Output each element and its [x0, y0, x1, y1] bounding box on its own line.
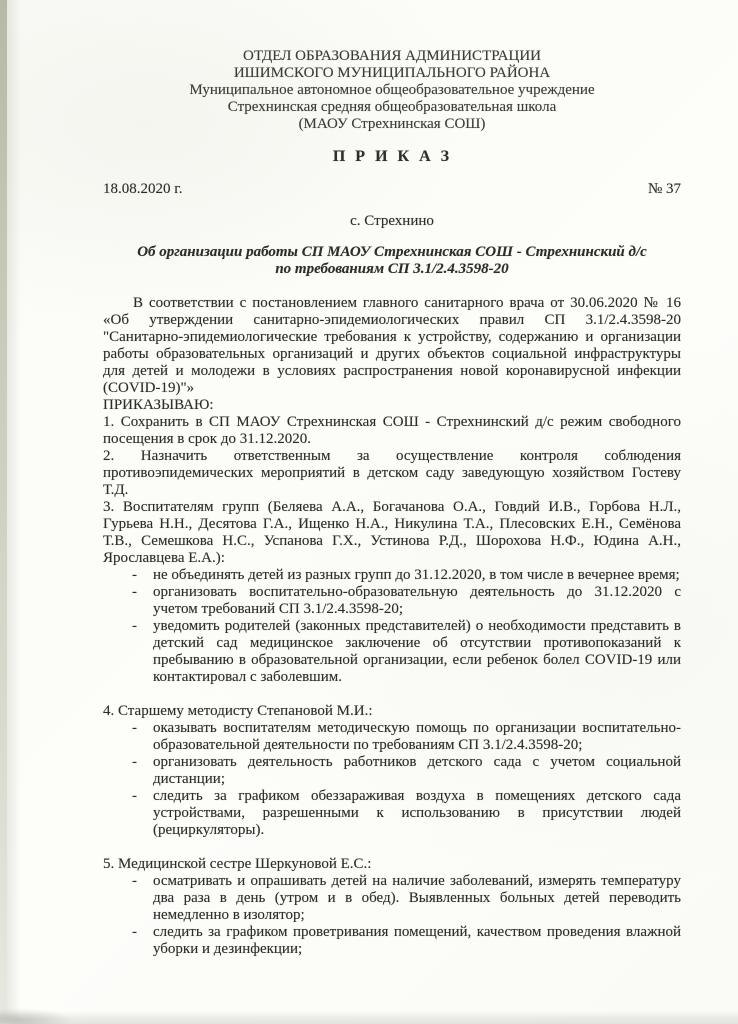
scan-edge-left	[0, 0, 7, 1024]
org-header-line: (МАОУ Стрехнинская СОШ)	[298, 116, 486, 132]
scan-edge-bottom	[0, 1011, 738, 1024]
list-item-text: организовать воспитательно-образовательную деятельность до 31.12.2020 с учетом требований СП 3.1/2.4.3598-20;	[153, 584, 681, 617]
order-item-1	[103, 414, 681, 448]
list-item-text: организовать деятельность работников детского сада с учетом социальной дистанции;	[153, 754, 681, 787]
order-item-3	[103, 499, 681, 686]
list-item-text: следить за графиком обеззараживая воздуха в помещениях детского сада устройствами, разрешенными к использованию в присутствии людей (рециркуляторы).	[153, 788, 681, 838]
intro-paragraph: В соответствии с постановлением главного санитарного врача от 30.06.2020 № 16 «Об утверждении санитарно-эпидемиологических правил СП 3.1/2.4.3598-20 "Санитарно-эпидемиологические требования к устройству, содержанию и организации работы образовательных организаций и других объектов социальной инфраструктуры для детей и молодежи в условиях распространения новой коронавирусной инфекции (COVID-19)"»	[103, 295, 681, 396]
list-item-text: осматривать и опрашивать детей на наличие заболеваний, измерять температуру два раза в день (утром и в обед). Выявленных больных детей переводить немедленно в изолятор;	[153, 873, 681, 923]
order-item-5	[103, 856, 681, 958]
order-item-text: 4. Старшему методисту Степановой М.И.:	[103, 703, 373, 719]
list-item-text: уведомить родителей (законных представителей) о необходимости представить в детский сад медицинское заключение об отсутствии противопоказаний к пребыванию в образовательной организации, если ребенок болел COVID-19 или контактировал с заболевшим.	[153, 618, 681, 685]
dash-marker: -	[132, 584, 137, 600]
order-item-text: 1. Сохранить в СП МАОУ Стрехнинская СОШ - Стрехнинский д/с режим свободного посещения в срок до 31.12.2020.	[103, 414, 681, 447]
dash-marker: -	[132, 567, 137, 583]
org-header-line: Стрехнинская средняя общеобразовательная школа	[227, 99, 557, 115]
list-item	[103, 754, 681, 788]
list-item	[103, 873, 681, 924]
order-item-4	[103, 703, 681, 839]
order-number: № 37	[647, 181, 681, 197]
dash-marker: -	[132, 873, 137, 889]
list-item	[103, 924, 681, 958]
list-item	[103, 788, 681, 839]
list-item	[103, 584, 681, 618]
scan-edge-left-shadow	[7, 0, 21, 1024]
list-item-text: не объединять детей из разных групп до 31.12.2020, в том числе в вечернее время;	[153, 567, 680, 583]
order-item-2	[103, 448, 681, 499]
org-header-line: ИШИМСКОГО МУНИЦИПАЛЬНОГО РАЙОНА	[233, 65, 551, 81]
list-item-text: следить за графиком проветривания помещений, качеством проведения влажной уборки и дезинфекции;	[153, 924, 681, 957]
org-header-line: ОТДЕЛ ОБРАЗОВАНИЯ АДМИНИСТРАЦИИ	[243, 48, 541, 64]
list-item	[103, 618, 681, 686]
order-place: с. Стрехнино	[350, 213, 434, 229]
dash-marker: -	[132, 720, 137, 736]
dash-marker: -	[132, 924, 137, 940]
subject-line: Об организации работы СП МАОУ Стрехнинская СОШ - Стрехнинский д/с	[137, 244, 647, 260]
order-subject	[103, 244, 681, 278]
dash-marker: -	[132, 618, 137, 634]
list-item	[103, 720, 681, 754]
document-body	[103, 48, 681, 958]
order-item-text: 5. Медицинской сестре Шеркуновой Е.С.:	[103, 856, 372, 872]
scan-corner-smudge	[0, 998, 90, 1024]
org-header-line: Муниципальное автономное общеобразовательное учреждение	[189, 82, 595, 98]
organization-header	[103, 48, 681, 133]
resolution-word: ПРИКАЗЫВАЮ:	[103, 397, 214, 413]
subject-line: по требованиям СП 3.1/2.4.3598-20	[275, 261, 509, 277]
dash-marker: -	[132, 788, 137, 804]
order-item-text: 3. Воспитателям групп (Беляева А.А., Богачанова О.А., Говдий И.В., Горбова Н.Л., Гурьева Н.Н., Десятова Г.А., Ищенко Н.А., Никулина Т.А., Плесовских Е.Н., Семёнова Т.В., Семешкова Н.С., Успанова Г.Х., Устинова Р.Д., Шорохова Н.Ф., Юдина А.Н., Ярославцева Е.А.):	[103, 499, 681, 566]
dash-marker: -	[132, 754, 137, 770]
order-item-text: 2. Назначить ответственным за осуществление контроля соблюдения противоэпидемических мероприятий в детском саду заведующую хозяйством Гостеву Т.Д.	[103, 448, 681, 498]
list-item-text: оказывать воспитателям методическую помощь по организации воспитательно-образовательной деятельности по требованиям СП 3.1/2.4.3598-20;	[153, 720, 681, 753]
list-item	[103, 567, 681, 584]
date-number-row	[103, 181, 681, 198]
order-date: 18.08.2020 г.	[103, 181, 183, 197]
order-title: П Р И К А З	[332, 148, 452, 165]
